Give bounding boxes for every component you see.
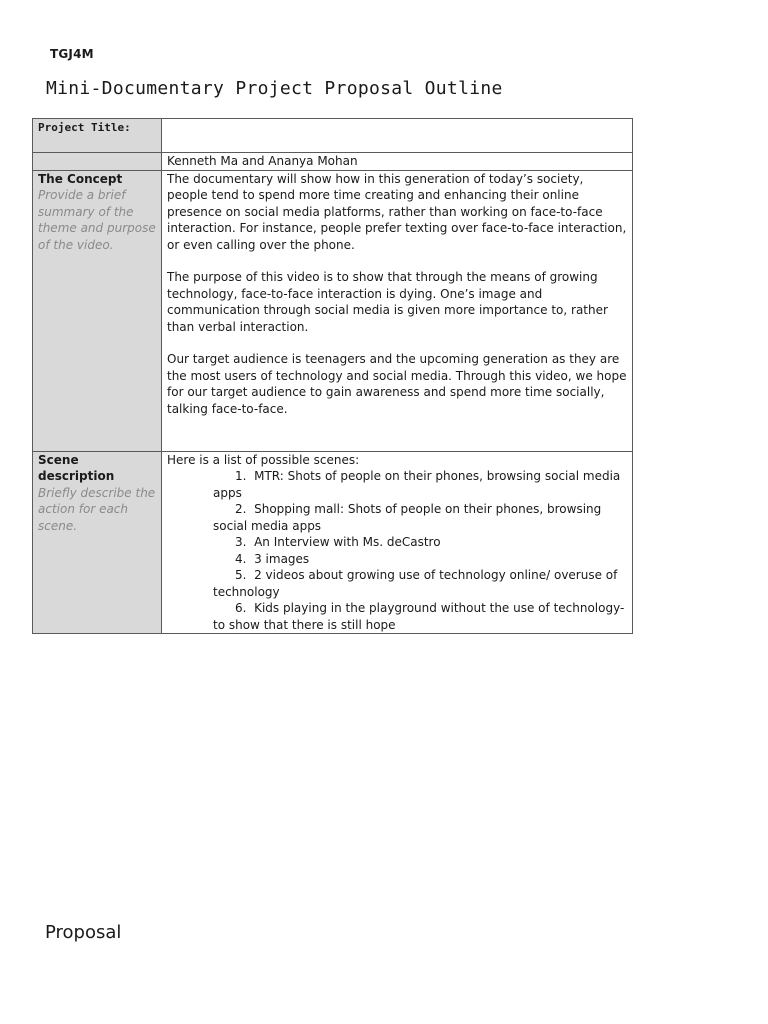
- concept-paragraph: Our target audience is teenagers and the upcoming generation as they are the most users of technology and social media. Through this video, we hope for our target audience to gain awareness and spend more time socially, talking face-to-face.: [167, 352, 627, 416]
- scene-label-cell: [33, 451, 162, 634]
- list-item: [167, 551, 627, 568]
- scene-heading: Scene description: [38, 452, 115, 483]
- scene-text: An Interview with Ms. deCastro: [254, 535, 441, 549]
- list-item: [167, 468, 627, 501]
- concept-label-cell: [33, 170, 162, 451]
- scene-number: 2.: [235, 502, 247, 516]
- scene-number: 4.: [235, 551, 247, 566]
- footer-proposal-label: Proposal: [45, 922, 122, 943]
- list-item: [167, 600, 627, 633]
- table-row: [33, 153, 633, 171]
- concept-content: [162, 170, 633, 451]
- list-item: [167, 501, 627, 534]
- table-row: [33, 119, 633, 153]
- project-title-value: [162, 119, 633, 153]
- scene-content: [162, 451, 633, 634]
- project-title-label: Project Title:: [33, 119, 162, 153]
- table-row: [33, 170, 633, 451]
- table-row: [33, 451, 633, 634]
- authors-label-cell: [33, 153, 162, 171]
- scene-number: 3.: [235, 535, 247, 549]
- scene-list: [167, 468, 627, 633]
- scene-number: 1.: [235, 469, 247, 483]
- authors-value: Kenneth Ma and Ananya Mohan: [162, 153, 633, 171]
- scene-text: 2 videos about growing use of technology online/ overuse of technology: [213, 568, 618, 599]
- concept-heading: The Concept: [38, 171, 123, 186]
- scene-intro: Here is a list of possible scenes:: [167, 452, 360, 467]
- scene-number: 5.: [235, 568, 247, 582]
- concept-hint: Provide a brief summary of the theme and purpose of the video.: [38, 188, 156, 252]
- list-item: [167, 567, 627, 600]
- scene-text: MTR: Shots of people on their phones, browsing social media apps: [213, 469, 621, 500]
- course-code: TGJ4M: [50, 47, 94, 61]
- page-title: Mini-Documentary Project Proposal Outline: [46, 78, 503, 99]
- scene-hint: Briefly describe the action for each scene.: [38, 485, 156, 533]
- concept-paragraph: The documentary will show how in this generation of today’s society, people tend to spend more time creating and enhancing their online presence on social media platforms, rather than working on face-to-face interaction. For instance, people prefer texting over face-to-face interaction, or even calling over the phone.: [167, 171, 627, 252]
- scene-number: 6.: [235, 601, 247, 615]
- scene-text: 3 images: [254, 551, 310, 566]
- proposal-table: [32, 118, 633, 634]
- scene-text: Shopping mall: Shots of people on their phones, browsing social media apps: [213, 502, 602, 533]
- scene-text: Kids playing in the playground without the use of technology- to show that there is still hope: [213, 601, 625, 632]
- list-item: [167, 534, 627, 551]
- concept-paragraph: The purpose of this video is to show that through the means of growing technology, face-to-face interaction is dying. One’s image and communication through social media is given more importance to, rather than verbal interaction.: [167, 270, 608, 334]
